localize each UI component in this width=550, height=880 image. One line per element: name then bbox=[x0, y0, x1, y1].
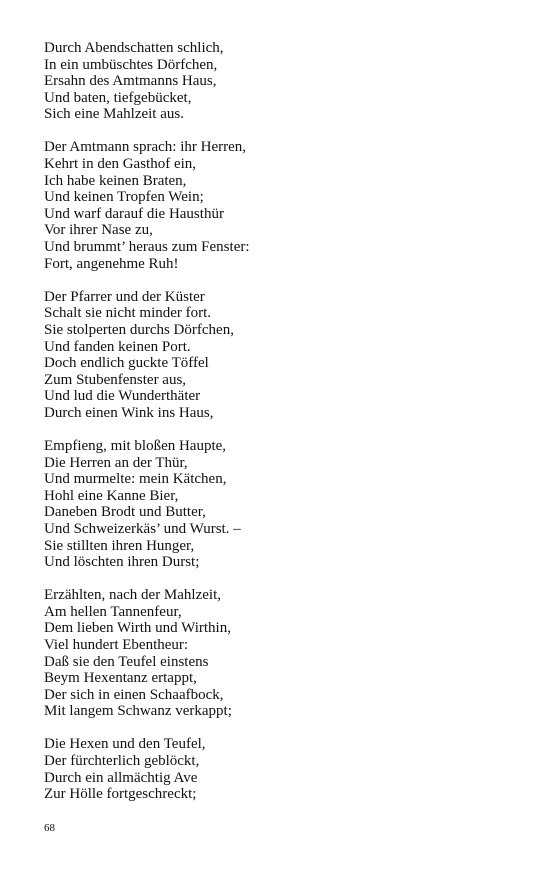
verse-line: Am hellen Tannenfeur, bbox=[44, 603, 182, 620]
verse-line: Der fürchterlich geblöckt, bbox=[44, 753, 200, 770]
verse-line: Erzählten, nach der Mahlzeit, bbox=[44, 587, 221, 604]
verse-line: Und brummt’ heraus zum Fenster: bbox=[44, 239, 250, 256]
verse-line: Und lud die Wunderthäter bbox=[44, 388, 201, 405]
verse-line: Hohl eine Kanne Bier, bbox=[44, 487, 179, 504]
verse-line: Durch Abendschatten schlich, bbox=[44, 40, 224, 56]
verse-line: Zur Hölle fortgeschreckt; bbox=[44, 786, 197, 803]
poem-text bbox=[44, 40, 514, 819]
page-number: 68 bbox=[44, 822, 55, 834]
verse-line: In ein umbüschtes Dörfchen, bbox=[44, 56, 218, 73]
stanza-3 bbox=[44, 289, 514, 422]
verse-line: Der Amtmann sprach: ihr Herren, bbox=[44, 139, 247, 156]
verse-line: Sie stillten ihren Hunger, bbox=[44, 537, 195, 554]
verse-line: Schalt sie nicht minder fort. bbox=[44, 305, 212, 322]
verse-line: Und baten, tiefgebücket, bbox=[44, 89, 192, 106]
verse-line: Durch ein allmächtig Ave bbox=[44, 769, 198, 786]
verse-line: Doch endlich guckte Töffel bbox=[44, 355, 209, 372]
verse-line: Vor ihrer Nase zu, bbox=[44, 222, 153, 239]
stanza-2 bbox=[44, 139, 514, 272]
verse-line: Und Schweizerkäs’ und Wurst. – bbox=[44, 520, 241, 537]
verse-line: Durch einen Wink ins Haus, bbox=[44, 404, 214, 421]
verse-line: Und warf darauf die Hausthür bbox=[44, 205, 224, 222]
verse-line: Ersahn des Amtmanns Haus, bbox=[44, 73, 217, 90]
verse-line: Dem lieben Wirth und Wirthin, bbox=[44, 620, 231, 637]
verse-line: Sich eine Mahlzeit aus. bbox=[44, 106, 184, 123]
stanza-6 bbox=[44, 736, 514, 802]
verse-line: Zum Stubenfenster aus, bbox=[44, 371, 187, 388]
verse-line: Und fanden keinen Port. bbox=[44, 338, 191, 355]
stanza-5 bbox=[44, 587, 514, 720]
verse-line: Und löschten ihren Durst; bbox=[44, 554, 200, 571]
verse-line: Die Hexen und den Teufel, bbox=[44, 736, 206, 753]
verse-line: Und keinen Tropfen Wein; bbox=[44, 189, 204, 206]
verse-line: Viel hundert Ebentheur: bbox=[44, 637, 189, 653]
verse-line: Fort, angenehme Ruh! bbox=[44, 255, 179, 272]
verse-line: Der Pfarrer und der Küster bbox=[44, 288, 205, 305]
verse-line: Daneben Brodt und Butter, bbox=[44, 504, 206, 521]
verse-line: Die Herren an der Thür, bbox=[44, 454, 188, 471]
verse-line: Mit langem Schwanz verkappt; bbox=[44, 703, 232, 720]
verse-line: Der sich in einen Schaafbock, bbox=[44, 686, 224, 703]
verse-line: Daß sie den Teufel einstens bbox=[44, 653, 209, 670]
verse-line: Kehrt in den Gasthof ein, bbox=[44, 156, 197, 173]
stanza-4 bbox=[44, 438, 514, 571]
verse-line: Empfieng, mit bloßen Haupte, bbox=[44, 437, 227, 454]
verse-line: Ich habe keinen Braten, bbox=[44, 172, 187, 189]
verse-line: Beym Hexentanz ertappt, bbox=[44, 670, 197, 687]
stanza-1 bbox=[44, 40, 514, 123]
verse-line: Und murmelte: mein Kätchen, bbox=[44, 471, 227, 488]
verse-line: Sie stolperten durchs Dörfchen, bbox=[44, 321, 234, 338]
